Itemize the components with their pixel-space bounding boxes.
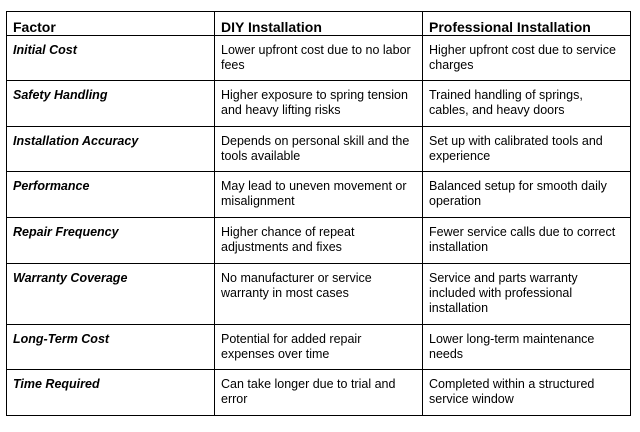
diy-cell: May lead to uneven movement or misalignment	[215, 172, 423, 218]
diy-cell: Can take longer due to trial and error	[215, 370, 423, 416]
table-row	[7, 325, 631, 370]
table-row	[7, 218, 631, 264]
factor-cell: Installation Accuracy	[7, 127, 215, 172]
factor-cell: Safety Handling	[7, 81, 215, 127]
table-row	[7, 370, 631, 416]
diy-cell: Higher exposure to spring tension and heavy lifting risks	[215, 81, 423, 127]
factor-cell: Performance	[7, 172, 215, 218]
diy-cell: No manufacturer or service warranty in most cases	[215, 264, 423, 325]
pro-cell: Trained handling of springs, cables, and heavy doors	[423, 81, 631, 127]
table-body	[7, 36, 631, 416]
pro-cell: Service and parts warranty included with professional installation	[423, 264, 631, 325]
factor-cell: Repair Frequency	[7, 218, 215, 264]
diy-cell: Depends on personal skill and the tools available	[215, 127, 423, 172]
diy-cell: Higher chance of repeat adjustments and fixes	[215, 218, 423, 264]
diy-cell: Lower upfront cost due to no labor fees	[215, 36, 423, 81]
pro-cell: Set up with calibrated tools and experience	[423, 127, 631, 172]
table-row	[7, 264, 631, 325]
factor-cell: Warranty Coverage	[7, 264, 215, 325]
pro-cell: Lower long-term maintenance needs	[423, 325, 631, 370]
table-row	[7, 172, 631, 218]
header-professional-installation: Professional Installation	[423, 12, 631, 36]
table-header	[7, 12, 631, 36]
pro-cell: Balanced setup for smooth daily operation	[423, 172, 631, 218]
pro-cell: Higher upfront cost due to service charges	[423, 36, 631, 81]
factor-cell: Long-Term Cost	[7, 325, 215, 370]
comparison-table	[6, 11, 631, 416]
table-row	[7, 36, 631, 81]
factor-cell: Time Required	[7, 370, 215, 416]
pro-cell: Completed within a structured service window	[423, 370, 631, 416]
factor-cell: Initial Cost	[7, 36, 215, 81]
header-diy-installation: DIY Installation	[215, 12, 423, 36]
table-row	[7, 81, 631, 127]
pro-cell: Fewer service calls due to correct installation	[423, 218, 631, 264]
header-row	[7, 12, 631, 36]
table-row	[7, 127, 631, 172]
header-factor: Factor	[7, 12, 215, 36]
diy-cell: Potential for added repair expenses over time	[215, 325, 423, 370]
